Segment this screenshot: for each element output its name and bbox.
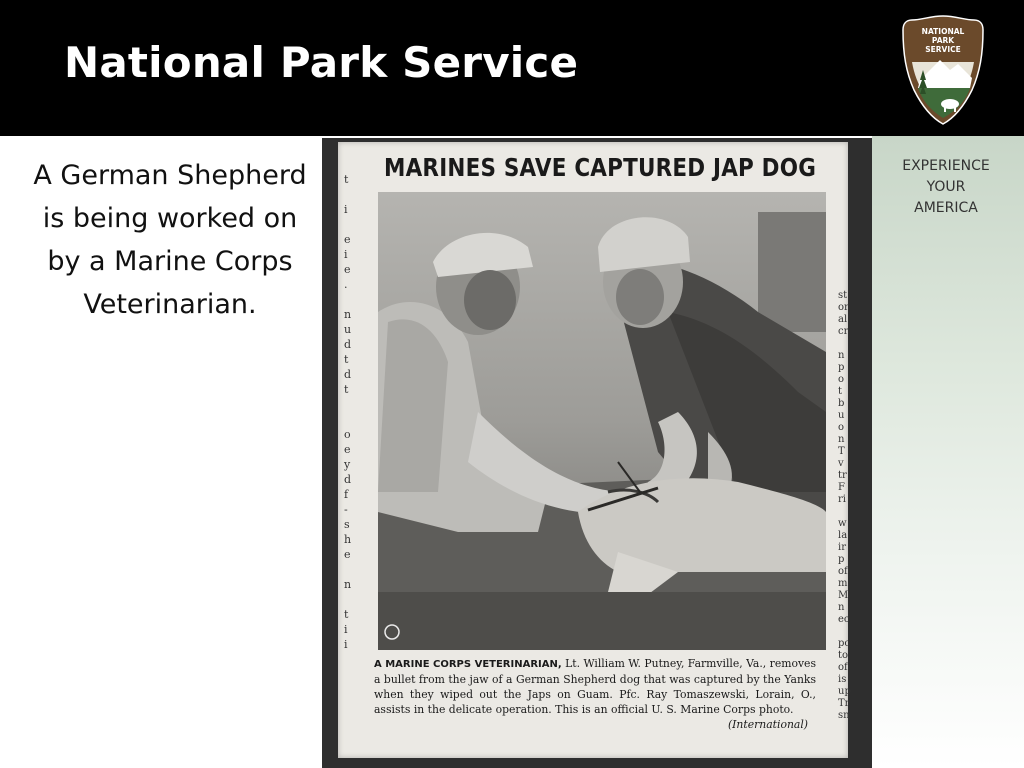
clipping-credit: (International) <box>727 718 808 731</box>
clipping-left-column-fragment: t i e i e . n u d t d t o e y d f - s h e n t i i <box>344 173 352 651</box>
tagline-line-1: EXPERIENCE <box>902 158 990 174</box>
header-bar <box>0 0 1024 136</box>
logo-text-line-3: SERVICE <box>925 45 961 54</box>
logo-text-line-2: PARK <box>931 36 955 45</box>
tagline <box>872 156 1020 219</box>
tagline-line-3: AMERICA <box>914 200 978 216</box>
right-side-panel <box>872 136 1024 768</box>
clipping-right-column-fragment: st or al cr n p o t b u o n T v tr F ri w la ir p of m M n ec pc to of is up Tr sn <box>838 290 851 721</box>
header-title: National Park Service <box>64 38 579 87</box>
tagline-line-2: YOUR <box>926 179 966 195</box>
clipping-photo-caption <box>374 656 816 732</box>
clipping-photo <box>378 192 826 650</box>
clipping-headline: MARINES SAVE CAPTURED JAP DOG <box>384 154 817 183</box>
nps-arrowhead-logo <box>900 14 986 126</box>
newspaper-clipping <box>338 142 851 758</box>
clipping-caption-lead: A MARINE CORPS VETERINARIAN, <box>374 659 562 670</box>
logo-text-line-1: NATIONAL <box>921 27 965 36</box>
slide-caption: A German Shepherd is being worked on by a Marine Corps Veterinarian. <box>33 160 307 320</box>
clipping-caption-body: Lt. William W. Putney, Farmville, Va., removes a bullet from the jaw of a German Shepherd dog that was captured by the Yanks when they wiped out the Japs on Guam. Pfc. Ray Tomaszewski, Lorain, O., assists in the delicate operation. This is an official U. S. Marine Corps photo. <box>374 657 816 716</box>
